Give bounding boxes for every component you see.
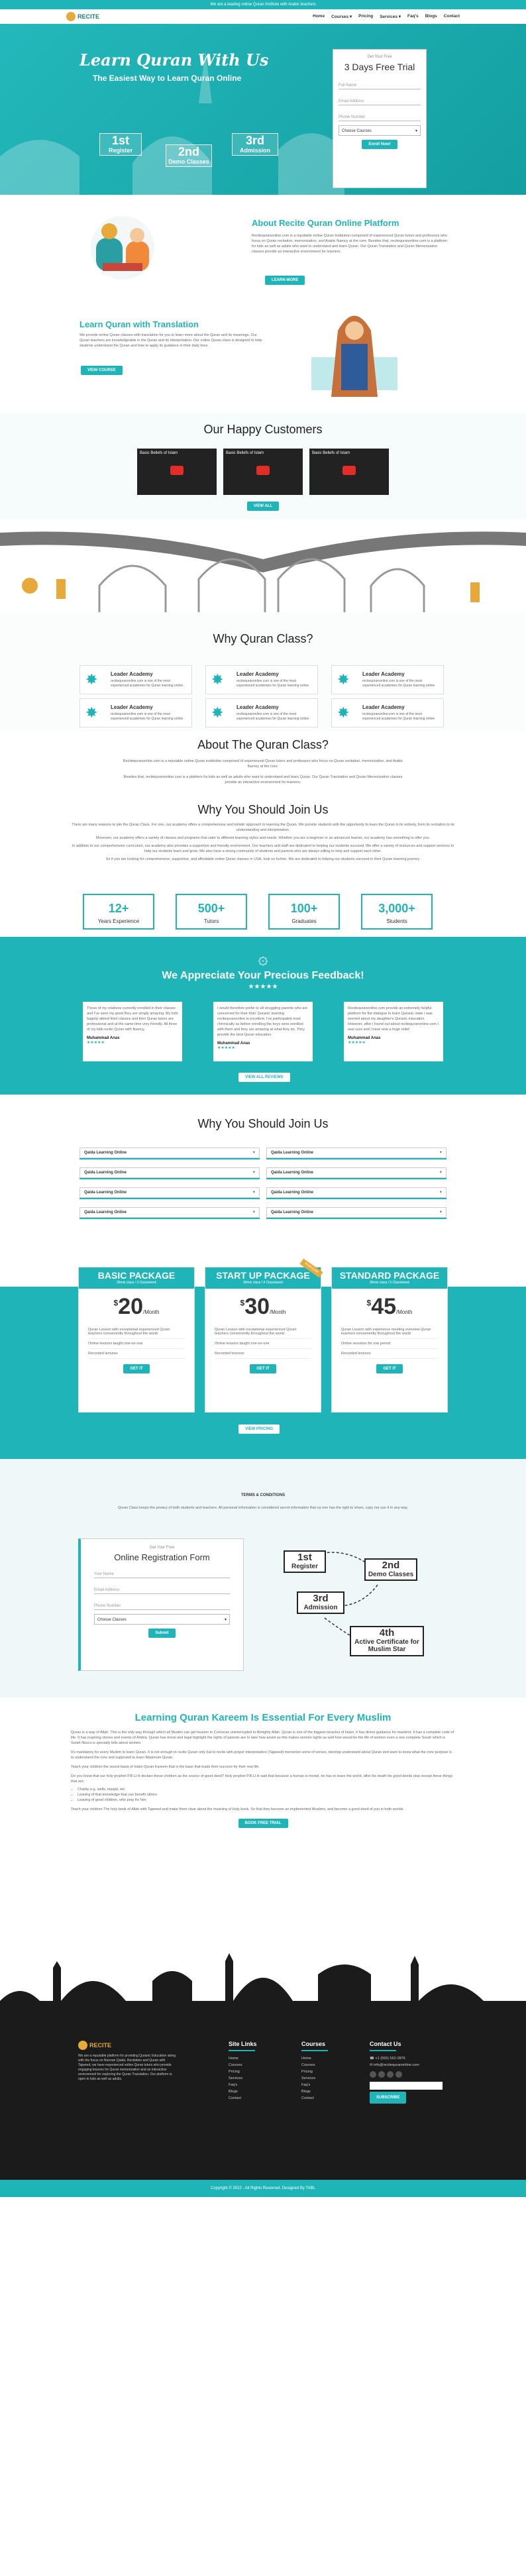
footer-link[interactable]: Home bbox=[229, 2057, 238, 2061]
accordion-item[interactable] bbox=[79, 1167, 260, 1178]
star-icon: ✸ bbox=[211, 671, 224, 688]
review-card bbox=[213, 1002, 313, 1061]
course-select[interactable] bbox=[339, 125, 421, 136]
chevron-down-icon: ▾ bbox=[224, 1618, 227, 1622]
chevron-down-icon: ▾ bbox=[415, 129, 417, 133]
course-select-value: Choose Courses bbox=[342, 129, 372, 133]
feature-list bbox=[332, 1320, 447, 1364]
video-thumbnail[interactable] bbox=[309, 449, 389, 495]
package-sub: 30min class / 5 Class/week bbox=[369, 1281, 410, 1285]
package-name: BASIC PACKAGE bbox=[97, 1270, 176, 1281]
join-para: In addition to our comprehensive curriculum, our academy also provides a supportive and friendly environment. Our teachers and staff are dedicated to helping our students succeed. We offer a variety of resources and support services to help our students learn and grow. We also have a strong community of students and parents who are always willing to help and support each other. bbox=[72, 844, 454, 853]
reviewer-name: Muhammad Anas bbox=[217, 1042, 250, 1046]
card-title: Leader Academy bbox=[111, 671, 153, 677]
feature-card bbox=[205, 665, 318, 694]
feature-card bbox=[331, 698, 444, 727]
join-para: There are many reasons to join the Quran Class. For one, our academy offers a comprehensive and holistic approach to learning the Quran. We provide students with the opportunity to learn the Quran in its entirety, from its recitation to its understanding and interpretation. bbox=[72, 823, 454, 832]
accordion-item[interactable] bbox=[79, 1187, 260, 1198]
video-thumbnail[interactable] bbox=[137, 449, 217, 495]
footer-courses-title: Courses bbox=[301, 2041, 326, 2047]
footer-contact bbox=[370, 2041, 449, 2104]
feature-card bbox=[79, 665, 192, 694]
step-label: Admission bbox=[239, 147, 270, 154]
package-header bbox=[205, 1267, 321, 1289]
get-it-button[interactable]: GET IT bbox=[250, 1364, 276, 1373]
social-icons bbox=[370, 2071, 449, 2078]
card-text: recitequranonline.com is one of the most experienced academies for Quran learning online bbox=[111, 712, 184, 721]
mosque-divider bbox=[0, 519, 526, 612]
announcement-text: We are a leading online Quran Institute with Arabic teachers bbox=[210, 3, 316, 7]
accordion-label: Qaida Learning Online bbox=[84, 1191, 127, 1195]
footer-link[interactable]: Pricing bbox=[301, 2070, 313, 2074]
price-value: 20 bbox=[118, 1294, 144, 1319]
star-icon: ✸ bbox=[211, 704, 224, 721]
footer-link[interactable]: Pricing bbox=[229, 2070, 240, 2074]
standard-package-card bbox=[331, 1267, 448, 1413]
video-title: Basic Beliefs of Islam bbox=[311, 451, 350, 455]
nav-courses[interactable]: Courses ▾ bbox=[331, 15, 352, 19]
nav-faqs[interactable]: Faq's bbox=[407, 14, 419, 19]
video-title: Basic Beliefs of Islam bbox=[140, 451, 178, 455]
stat-box bbox=[361, 894, 433, 930]
join-para: Moreover, our academy offers a variety of classes and programs that cater to different learning styles and needs. Whether you are a beginner or an advanced learner, our academy has something to offer you. bbox=[95, 836, 431, 840]
card-title: Leader Academy bbox=[237, 671, 279, 677]
why-title: Why Quran Class? bbox=[213, 632, 313, 645]
translation-section bbox=[0, 301, 526, 413]
accordion-item[interactable] bbox=[266, 1207, 447, 1218]
card-text: recitequranonline.com is one of the most experienced academies for Quran learning online bbox=[111, 679, 184, 688]
feature-item: Quran Lesson with exceptional experienced Quran teachers conveniently throughout the world bbox=[88, 1325, 185, 1339]
footer-contact-title: Contact Us bbox=[370, 2041, 401, 2047]
accordion-label: Qaida Learning Online bbox=[84, 1151, 127, 1155]
feature-item: Quran Lesson with exceptional experienced Quran teachers conveniently throughout the world bbox=[215, 1325, 311, 1339]
feedback-title: We Appreciate Your Precious Feedback! bbox=[162, 970, 364, 981]
accordion-item[interactable] bbox=[79, 1148, 260, 1158]
twitter-icon[interactable] bbox=[378, 2071, 385, 2078]
step-label: Register bbox=[108, 147, 132, 154]
youtube-icon[interactable] bbox=[395, 2071, 402, 2078]
footer-logo[interactable] bbox=[78, 2041, 178, 2050]
step-number: 1st bbox=[111, 134, 129, 147]
flow-step-label: Admission bbox=[303, 1604, 338, 1611]
stat-label: Years Experience bbox=[97, 918, 140, 924]
basic-package-card bbox=[78, 1267, 195, 1413]
flow-step-register bbox=[284, 1550, 326, 1573]
list-item: • Leaving of good children, who pray for him bbox=[78, 1798, 455, 1803]
feature-item: Recorded lectures bbox=[341, 1349, 438, 1359]
good-deeds-list bbox=[71, 1787, 455, 1803]
flow-step-label: Demo Classes bbox=[368, 1571, 414, 1578]
mosque-silhouette-icon bbox=[0, 1948, 526, 2027]
registration-kicker: Get Your Free bbox=[149, 1546, 175, 1550]
subscribe-button[interactable]: SUBSCRIBE bbox=[370, 2092, 406, 2104]
flow-step-number: 3rd bbox=[313, 1593, 329, 1604]
essential-para: Do you know that our holy prophet P.B.U.H declare those children as the source of good deed? Holy prophet P.B.U.H said that because a human is mortal, he has to leave the world, after his death his good deeds stop except these things that are; bbox=[71, 1774, 453, 1784]
package-price bbox=[79, 1294, 194, 1320]
step-admission bbox=[232, 133, 278, 156]
footer-about-text: We are a reputable platform for providing Quranic Education along with the focus on Noorani Qaida, Recitation and Quran with Tajweed, we have experienced online Quran tutors who provide engaging lessons for Quran memorization and an interactive environment for exploring the Quran Translation. Our platform is open to kids as well as adults. bbox=[78, 2054, 176, 2081]
card-title: Leader Academy bbox=[362, 671, 405, 677]
footer-link[interactable]: Blogs bbox=[229, 2090, 238, 2094]
feature-list bbox=[205, 1320, 321, 1364]
review-text: I would therefore prefer to all struggling parents who are concerned for their Kids' Quranic learning recitequranonline is excellent. I've participated most chronically as before enrolling the boys were enrolled with them and they are amazing at what they do. They provide the best Quran education. bbox=[217, 1006, 308, 1037]
nav-services[interactable]: Services ▾ bbox=[380, 15, 401, 19]
submit-button[interactable]: Submit bbox=[148, 1629, 175, 1638]
feature-item: Online lessons taught one-on-one bbox=[88, 1339, 185, 1349]
registration-section bbox=[0, 1459, 526, 1697]
email-input[interactable]: Email Address bbox=[94, 1582, 230, 1594]
package-price bbox=[332, 1294, 447, 1320]
copyright-text: Copyright © 2022 - All Rights Reserved. Designed By TABL bbox=[211, 2186, 315, 2190]
nav-pricing[interactable]: Pricing bbox=[358, 14, 374, 19]
nav-home[interactable]: Home bbox=[313, 14, 325, 19]
about-title: About Recite Quran Online Platform bbox=[252, 218, 399, 228]
play-icon bbox=[170, 466, 184, 475]
feature-item: Recorded lectures bbox=[215, 1349, 311, 1359]
stat-value: 12+ bbox=[108, 902, 129, 915]
step-demo bbox=[166, 144, 212, 167]
video-thumbnail[interactable] bbox=[223, 449, 303, 495]
flow-step-certificate bbox=[350, 1626, 424, 1656]
get-it-button[interactable]: GET IT bbox=[376, 1364, 402, 1373]
card-text: recitequranonline.com is one of the most experienced academies for Quran learning online bbox=[237, 712, 309, 721]
about-class-section bbox=[0, 731, 526, 798]
price-value: 30 bbox=[244, 1294, 270, 1319]
kids-reading-illustration bbox=[73, 211, 172, 284]
step-number: 3rd bbox=[245, 134, 264, 147]
play-icon bbox=[342, 466, 356, 475]
feedback-stars: ★★★★★ bbox=[248, 983, 278, 991]
flow-step-admission bbox=[297, 1591, 344, 1614]
instagram-icon[interactable] bbox=[387, 2071, 394, 2078]
plus-icon: + bbox=[439, 1151, 442, 1155]
city-silhouette bbox=[0, 1948, 526, 2027]
join-para: So if you are looking for comprehensive, supportive, and affordable online Quran classes in USA, look no further. We are dedicated to helping our students succeed in their Quran learning journey. bbox=[105, 857, 421, 861]
lantern-arches-icon bbox=[0, 519, 526, 612]
pricing-section bbox=[0, 1240, 526, 1459]
accordion-item[interactable] bbox=[266, 1187, 447, 1198]
about-class-p1: Recitequranonline.com is a reputable online Quran institution comprised of experienced Quran tutors and professors who focus on Quran recitation, memorization, and Arabic fluency at the core. bbox=[123, 759, 403, 769]
accordion-item[interactable] bbox=[79, 1207, 260, 1218]
essential-title: Learning Quran Kareem Is Essential For Every Muslim bbox=[134, 1712, 392, 1723]
footer-links-title: Site Links bbox=[229, 2041, 257, 2047]
footer-courses bbox=[301, 2041, 328, 2102]
main-nav bbox=[0, 9, 526, 24]
logo-text: RECITE bbox=[89, 2042, 112, 2049]
email-text: info@recitequranonline.com bbox=[374, 2063, 419, 2067]
registration-title: Online Registration Form bbox=[114, 1552, 210, 1562]
hero-subtitle: The Easiest Way to Learn Quran Online bbox=[93, 74, 242, 83]
nav-contact[interactable]: Contact bbox=[443, 14, 460, 19]
review-text: Those of my relatives currently enrolled in their classes and I've seen my good they are simply amazing. My kids happily attend their classes and their Quran tutors are professional and at the same time very friendly. All three of my kids recite Quran with fluency. bbox=[87, 1006, 178, 1032]
feature-card bbox=[331, 665, 444, 694]
feature-item: Online sessions for one period bbox=[341, 1339, 438, 1349]
footer-link[interactable]: Contact bbox=[301, 2096, 314, 2100]
stat-box bbox=[83, 894, 154, 930]
essential-section bbox=[0, 1697, 526, 1948]
accordion-label: Qaida Learning Online bbox=[84, 1210, 127, 1214]
plus-icon: + bbox=[252, 1151, 255, 1155]
startup-package-card bbox=[205, 1261, 321, 1413]
card-title: Leader Academy bbox=[362, 704, 405, 710]
copyright-bar bbox=[0, 2180, 526, 2197]
essential-para: It's mandatory for every Muslim to learn Quran. It is not enough to recite Quran only but to recite with proper interpretation (Tajweed) memorize some of verses, develop understand about Quran and want to know what the core purpose is to understand the core and supposed to learn Maximum Quran. bbox=[71, 1750, 452, 1760]
footer-link[interactable]: Contact bbox=[229, 2096, 241, 2100]
logo-icon bbox=[66, 12, 76, 21]
footer-link[interactable]: Services bbox=[229, 2076, 243, 2080]
name-input[interactable]: Your Name bbox=[94, 1566, 230, 1578]
plus-icon: + bbox=[439, 1171, 442, 1175]
currency: $ bbox=[240, 1298, 245, 1308]
review-text: Recitequranonline.com provide an extremely helpful platform for the dialogue to learn Quranic state I was worried about my daughter's Quranic education. However, after I found out about recitequranonline.com I was sure and I have now a huge relief. bbox=[348, 1006, 439, 1032]
translation-text: We provide online Quran classes with translation for you to learn more about the Quran and its meanings. Our Quran teachers are knowledgeable in the Quran and its interpretation. Our online Quran class is designed to help students understand the Quran and how to apply its guidance in their daily lives. bbox=[79, 333, 262, 348]
star-icon: ✸ bbox=[337, 671, 350, 688]
feature-item: Online lessons taught one-on-one bbox=[215, 1339, 311, 1349]
about-class-title: About The Quran Class? bbox=[197, 738, 329, 751]
star-icon: ✸ bbox=[337, 704, 350, 721]
registration-form bbox=[78, 1538, 244, 1671]
footer-link[interactable]: Faq's bbox=[301, 2083, 311, 2087]
play-icon bbox=[256, 466, 270, 475]
stat-label: Students bbox=[386, 918, 407, 924]
star-icon: ✸ bbox=[85, 704, 98, 721]
join2-section bbox=[0, 1095, 526, 1240]
card-text: recitequranonline.com is one of the most experienced academies for Quran learning online bbox=[237, 679, 309, 688]
package-header bbox=[79, 1267, 194, 1289]
stat-value: 3,000+ bbox=[378, 902, 415, 915]
customers-section bbox=[0, 413, 526, 519]
review-stars: ★★★★★ bbox=[348, 1041, 366, 1045]
accordion-label: Qaida Learning Online bbox=[271, 1151, 314, 1155]
plus-icon: + bbox=[439, 1210, 442, 1214]
site-logo[interactable] bbox=[66, 12, 99, 21]
card-title: Leader Academy bbox=[237, 704, 279, 710]
calligraphy-icon: ۞ bbox=[258, 949, 268, 969]
phone-text: +1 (555) 552-2876 bbox=[375, 2057, 405, 2061]
footer-site-links bbox=[229, 2041, 257, 2102]
footer-link[interactable]: Courses bbox=[229, 2063, 242, 2067]
announcement-bar bbox=[0, 0, 526, 9]
about-text: Recitequranonline.com is a reputable online Quran Institution comprised of experienced Quran tutors and professors who focus on Quran recitation, memorization, and Arabic fluency at the core. Besides that, recitequranonline.com is a platform for kids as well as adults who want to understand and learn Quran. Our Quran Translation and Quran Memorization classes provide an interactive environment for learners. bbox=[252, 234, 448, 254]
accordion-label: Qaida Learning Online bbox=[271, 1210, 314, 1214]
join-title: Why You Should Join Us bbox=[197, 803, 329, 816]
popular-ribbon: POPULAR bbox=[299, 1259, 323, 1278]
feedback-section bbox=[0, 937, 526, 1095]
form-kicker: Get Your Free bbox=[367, 55, 392, 59]
about-class-p2: Besides that, recitequranonline.com is a platform for kids as well as adults who want to understand and learn Quran. Our Quran Translation and Quran Memorization classes provide an interactive environment for learners. bbox=[123, 775, 403, 784]
class-select-value: Choose Classes bbox=[97, 1618, 127, 1622]
accordion-item[interactable] bbox=[266, 1167, 447, 1178]
class-select[interactable] bbox=[94, 1614, 230, 1625]
plus-icon: + bbox=[252, 1191, 255, 1195]
view-pricing-button[interactable]: VIEW PRICING bbox=[238, 1424, 280, 1434]
stat-label: Graduates bbox=[291, 918, 317, 924]
review-card bbox=[344, 1002, 443, 1061]
logo-text: RECITE bbox=[78, 13, 100, 20]
step-register bbox=[99, 133, 142, 156]
email-input[interactable]: Email Address bbox=[339, 93, 421, 105]
feature-item: Quran Lesson with experience meeting overview Quran teachers conveniently throughout the world bbox=[341, 1325, 438, 1339]
hero-section bbox=[0, 24, 526, 195]
price-period: /Month bbox=[396, 1309, 413, 1315]
footer-link[interactable]: Services bbox=[301, 2076, 316, 2080]
essential-para: Quran is a way of Allah. This is the only way through which all Muslim can get heaven to Converse uninterrupted to Almighty Allah. Quran is one of the biggest miracles of Islam. It has divine guidance for mankind. It has a complete code of life. It has inspiring stories and events of Ambia. Quran has moral and legal highlight the rights of parents are to take how assist as this makes women rights as well how would be the life of women even a one complete Surah which is Surah Nisa'a is specially tells about women. bbox=[71, 1731, 454, 1745]
package-price bbox=[205, 1294, 321, 1320]
email-row[interactable] bbox=[370, 2062, 449, 2068]
flow-step-number: 1st bbox=[297, 1552, 312, 1563]
plus-icon: + bbox=[252, 1171, 255, 1175]
footer-link[interactable]: Blogs bbox=[301, 2090, 311, 2094]
stat-label: Tutors bbox=[203, 918, 219, 924]
feature-list bbox=[79, 1320, 194, 1364]
price-value: 45 bbox=[371, 1294, 397, 1319]
get-it-button[interactable]: GET IT bbox=[123, 1364, 149, 1373]
accordion-label: Qaida Learning Online bbox=[271, 1191, 314, 1195]
price-period: /Month bbox=[270, 1309, 286, 1315]
phone-input[interactable]: Phone Number bbox=[94, 1598, 230, 1610]
nav-blogs[interactable]: Blogs bbox=[425, 14, 437, 19]
phone-input[interactable]: Phone Number bbox=[339, 109, 421, 121]
feature-card bbox=[205, 698, 318, 727]
package-name: STANDARD PACKAGE bbox=[339, 1270, 440, 1281]
view-course-button[interactable]: VIEW COURSE bbox=[81, 366, 123, 375]
stat-value: 500+ bbox=[197, 902, 225, 915]
translation-title: Learn Quran with Translation bbox=[79, 319, 199, 329]
footer-link[interactable]: Faq's bbox=[229, 2083, 238, 2087]
footer-link[interactable]: Home bbox=[301, 2057, 311, 2061]
mail-icon: ✉ bbox=[370, 2063, 374, 2067]
about-section bbox=[0, 195, 526, 301]
step-number: 2nd bbox=[178, 145, 199, 158]
video-title: Basic Beliefs of Islam bbox=[226, 451, 264, 455]
name-input[interactable]: Full Name bbox=[339, 78, 421, 89]
feature-card bbox=[79, 698, 192, 727]
join2-title: Why You Should Join Us bbox=[197, 1117, 329, 1130]
flow-step-label: Register bbox=[291, 1563, 318, 1570]
phone-row[interactable] bbox=[370, 2055, 449, 2062]
price-period: /Month bbox=[143, 1309, 160, 1315]
stat-value: 100+ bbox=[290, 902, 318, 915]
plus-icon: + bbox=[439, 1191, 442, 1195]
footer bbox=[0, 2027, 526, 2197]
flow-step-number: 2nd bbox=[382, 1560, 400, 1571]
join-section bbox=[0, 798, 526, 937]
currency: $ bbox=[366, 1298, 372, 1308]
view-all-reviews-button[interactable]: VIEW ALL REVIEWS bbox=[238, 1073, 290, 1082]
review-stars: ★★★★★ bbox=[217, 1046, 235, 1050]
star-icon: ✸ bbox=[85, 671, 98, 688]
reviewer-name: Muhammad Anas bbox=[348, 1036, 381, 1040]
terms-text: Quran Class keeps the privacy of both students and teachers. All personal information is considered secret information that no one has the right to share, copy nor use it in any way. bbox=[118, 1506, 408, 1510]
card-text: recitequranonline.com is one of the most experienced academies for Quran learning online bbox=[362, 712, 435, 721]
learn-more-button[interactable]: LEARN MORE bbox=[265, 276, 305, 285]
nav-menu bbox=[313, 14, 460, 19]
reviewer-name: Muhammad Anas bbox=[87, 1036, 120, 1040]
logo-icon bbox=[78, 2041, 87, 2050]
phone-icon: ☎ bbox=[370, 2057, 376, 2061]
step-label: Demo Classes bbox=[168, 158, 209, 165]
plus-icon: + bbox=[252, 1210, 255, 1214]
footer-about bbox=[78, 2041, 178, 2082]
woman-reading-illustration bbox=[298, 304, 411, 403]
package-sub: 30min class / 4 Class/week bbox=[242, 1281, 284, 1285]
flow-step-number: 4th bbox=[379, 1627, 395, 1638]
card-text: recitequranonline.com is one of the most experienced academies for Quran learning online bbox=[362, 679, 435, 688]
accordion-item[interactable] bbox=[266, 1148, 447, 1158]
package-header bbox=[332, 1267, 447, 1289]
list-item: • Leaving of that knowledge that can benefit others bbox=[78, 1792, 455, 1798]
essential-para: Teach your children the sound basis of Islam Quran Kareem that is the base that leads their success for their real life. bbox=[71, 1765, 260, 1769]
accordion-label: Qaida Learning Online bbox=[271, 1171, 314, 1175]
terms-title: TERMS & CONDITIONS bbox=[240, 1493, 286, 1497]
customers-title: Our Happy Customers bbox=[203, 423, 323, 436]
subscribe-input[interactable] bbox=[370, 2082, 443, 2090]
essential-last: Teach your children The holy book of Allah with Tajweed and make them clear about the meaning of Holy book. So that they become an implemented Muslims, and become a good deed of you in both worlds. bbox=[71, 1807, 405, 1811]
card-title: Leader Academy bbox=[111, 704, 153, 710]
mosque-skyline-icon bbox=[0, 24, 526, 195]
facebook-icon[interactable] bbox=[370, 2071, 376, 2078]
list-item: • Charity e.g. wells, masjid, etc. bbox=[78, 1787, 455, 1792]
enroll-button[interactable]: Enroll Now! bbox=[362, 140, 397, 149]
form-title: 3 Days Free Trial bbox=[344, 62, 415, 72]
flow-step-demo bbox=[364, 1558, 417, 1581]
review-stars: ★★★★★ bbox=[87, 1041, 105, 1045]
book-free-trial-button[interactable]: BOOK FREE TRIAL bbox=[238, 1819, 288, 1828]
view-all-button[interactable]: VIEW ALL bbox=[247, 502, 279, 511]
review-card bbox=[83, 1002, 182, 1061]
currency: $ bbox=[113, 1298, 119, 1308]
package-sub: 30min class / 3 Class/week bbox=[116, 1281, 157, 1285]
package-name: START UP PACKAGE bbox=[216, 1270, 310, 1281]
hero-title: Learn Quran With Us bbox=[79, 50, 269, 70]
feature-item: Recorded lectures bbox=[88, 1349, 185, 1359]
stat-box bbox=[268, 894, 340, 930]
why-section bbox=[0, 612, 526, 731]
accordion-label: Qaida Learning Online bbox=[84, 1171, 127, 1175]
flow-step-label: Active Certificate for Muslim Star bbox=[354, 1638, 419, 1653]
footer-link[interactable]: Courses bbox=[301, 2063, 315, 2067]
stat-box bbox=[176, 894, 247, 930]
free-trial-form bbox=[333, 49, 427, 188]
